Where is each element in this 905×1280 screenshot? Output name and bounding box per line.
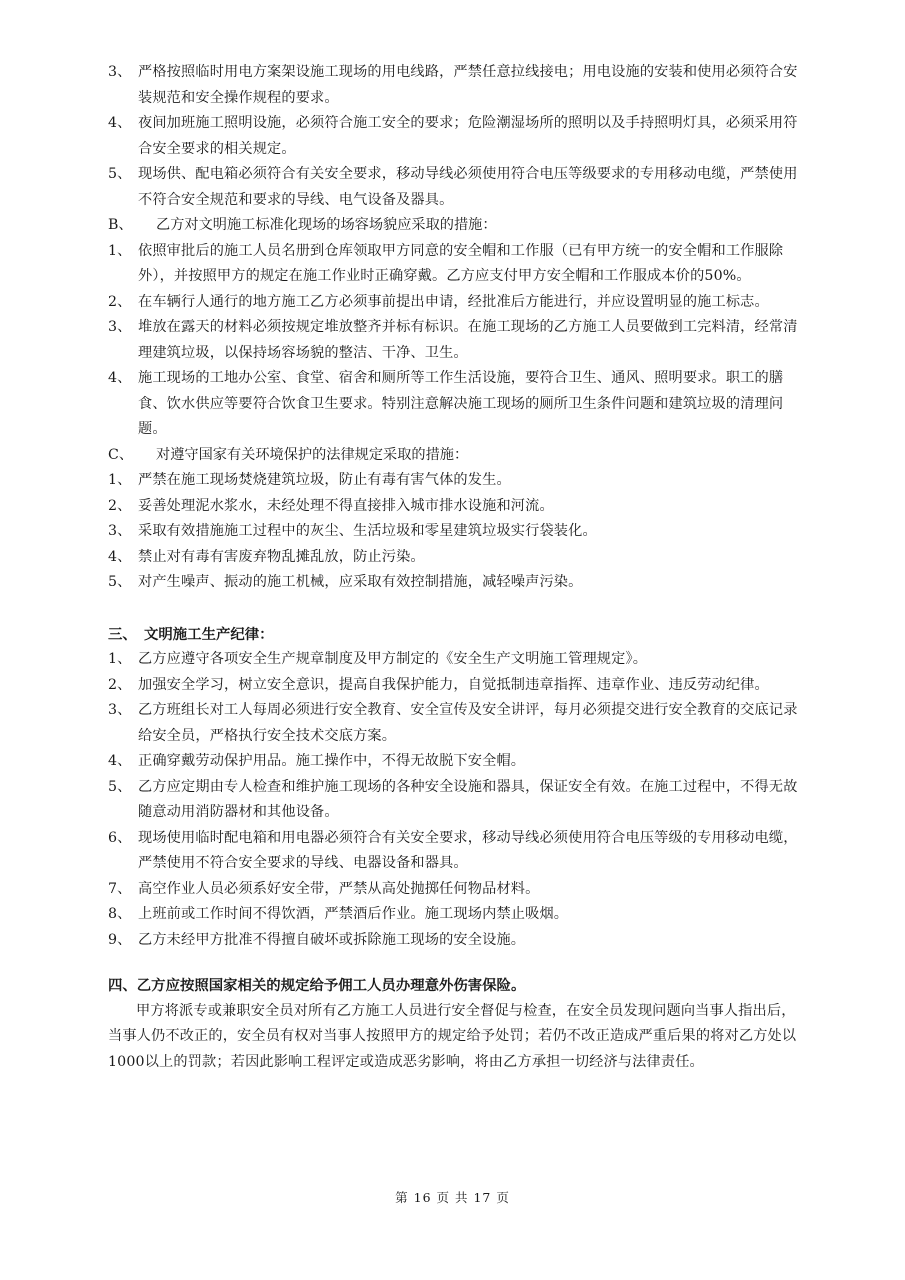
list-item-text: 妥善处理泥水浆水，未经处理不得直接排入城市排水设施和河流。 [138,497,554,514]
list-item [108,749,808,775]
list-item-number: 5、 [108,166,132,182]
list-item [108,494,808,520]
list-item [108,902,808,928]
list-item-text: 在车辆行人通行的地方施工乙方必须事前提出申请，经批准后方能进行，并应设置明显的施工标志。 [138,293,769,310]
list-item-text: 乙方应定期由专人检查和维护施工现场的各种安全设施和器具，保证安全有效。在施工过程中，不得无故随意动用消防器材和其他设备。 [138,778,798,820]
list-item-number: 6、 [108,829,132,846]
list-item [108,928,808,954]
list-item-text: 现场供、配电箱必须符合有关安全要求，移动导线必须使用符合电压等级要求的专用移动电缆，严禁使用不符合安全规范和要求的导线、电气设备及器具。 [138,166,798,208]
document-body [108,60,808,1075]
list-item-number: 7、 [108,880,132,897]
list-item-text: 乙方未经甲方批准不得擅自破坏或拆除施工现场的安全设施。 [138,931,526,948]
list-item-text: 现场使用临时配电箱和用电器必须符合有关安全要求，移动导线必须使用符合电压等级的专用移动电缆，严禁使用不符合安全要求的导线、电器设备和器具。 [138,829,798,871]
list-item-text: 施工现场的工地办公室、食堂、宿舍和厕所等工作生活设施，要符合卫生、通风、照明要求。职工的膳食、饮水供应等要符合饮食卫生要求。特别注意解决施工现场的厕所卫生条件问题和建筑垃圾的清理问题。 [138,370,784,437]
list-item-number: 1、 [108,242,132,259]
list-item-number: 8、 [108,906,132,922]
list-item [108,290,808,316]
list-item-number: 4、 [108,753,132,769]
list-item-text: 堆放在露天的材料必须按规定堆放整齐并标有标识。在施工现场的乙方施工人员要做到工完料清，经常清理建筑垃圾，以保持场容场貌的整洁、干净、卫生。 [138,319,798,361]
page-footer: 第 16 页 共 17 页 [395,1190,510,1205]
section-3-title: 文明施工生产纪律： [144,625,274,643]
list-item-number: 3、 [108,702,132,718]
list-item-number: 5、 [108,574,132,590]
section-3-heading [108,622,808,648]
section-b-title: 乙方对文明施工标准化现场的场容场貌应采取的措施： [156,217,497,233]
spacer [108,596,808,622]
list-item-text: 上班前或工作时间不得饮酒，严禁酒后作业。施工现场内禁止吸烟。 [138,906,569,922]
list-item-text: 正确穿戴劳动保护用品。施工操作中，不得无故脱下安全帽。 [138,753,526,769]
list-item-number: 1、 [108,472,132,488]
list-item [108,570,808,596]
list-item-text: 夜间加班施工照明设施，必须符合施工安全的要求；危险潮湿场所的照明以及手持照明灯具，必须采用符合安全要求的相关规定。 [138,115,798,157]
list-item-number: 3、 [108,319,132,335]
list-item [108,647,808,673]
section-c-heading [108,443,808,469]
list-item-text: 高空作业人员必须系好安全带，严禁从高处抛掷任何物品材料。 [138,880,540,897]
spacer [108,953,808,973]
list-item-number: 3、 [108,64,132,80]
list-item-number: 4、 [108,548,132,565]
section-4-paragraph: 甲方将派专或兼职安全员对所有乙方施工人员进行安全督促与检查，在安全员发现问题向当事人指出后，当事人仍不改正的，安全员有权对当事人按照甲方的规定给予处罚；若仍不改正造成严重后果的将对乙方处以1000以上的罚款；若因此影响工程评定或造成恶劣影响，将由乙方承担一切经济与法律责任。 [108,1002,797,1070]
list-item [108,775,808,826]
list-item [108,60,808,111]
list-item-text: 乙方班组长对工人每周必须进行安全教育、安全宣传及安全讲评，每月必须提交进行安全教育的交底记录给安全员，严格执行安全技术交底方案。 [138,702,798,744]
section-c-list [108,468,808,596]
list-item [108,545,808,571]
list-item-text: 乙方应遵守各项安全生产规章制度及甲方制定的《安全生产文明施工管理规定》。 [138,651,648,667]
section-b-number: B、 [108,217,133,233]
list-item-number: 3、 [108,523,132,539]
section-4-heading: 四、乙方应按照国家相关的规定给予佣工人员办理意外伤害保险。 [108,977,526,994]
section-a-list [108,60,808,213]
section-b-list [108,239,808,443]
section-c-number: C、 [108,446,134,463]
list-item-number: 1、 [108,651,132,667]
list-item [108,315,808,366]
list-item [108,877,808,903]
list-item-text: 加强安全学习，树立安全意识，提高自我保护能力，自觉抵制违章指挥、违章作业、违反劳动纪律。 [138,676,769,693]
list-item [108,468,808,494]
list-item-number: 2、 [108,676,132,693]
section-3-list [108,647,808,953]
list-item-number: 9、 [108,931,132,948]
list-item [108,519,808,545]
list-item-text: 采取有效措施施工过程中的灰尘、生活垃圾和零星建筑垃圾实行袋装化。 [138,523,597,539]
list-item [108,698,808,749]
list-item-text: 严禁在施工现场焚烧建筑垃圾，防止有毒有害气体的发生。 [138,472,511,488]
list-item-text: 依照审批后的施工人员名册到仓库领取甲方同意的安全帽和工作服（已有甲方统一的安全帽和工作服除外），并按照甲方的规定在施工作业时正确穿戴。乙方应支付甲方安全帽和工作服成本价的50%。 [138,242,784,284]
list-item [108,111,808,162]
section-c-title: 对遵守国家有关环境保护的法律规定采取的措施： [156,446,469,463]
list-item [108,826,808,877]
list-item [108,673,808,699]
list-item [108,162,808,213]
list-item-number: 4、 [108,370,132,386]
section-b-heading [108,213,808,239]
list-item-number: 5、 [108,778,132,795]
list-item-number: 2、 [108,293,132,310]
list-item-number: 2、 [108,497,132,514]
section-3-number: 三、 [108,625,137,643]
list-item-text: 对产生噪声、振动的施工机械，应采取有效控制措施，减轻噪声污染。 [138,574,583,590]
list-item-number: 4、 [108,115,132,131]
list-item [108,239,808,290]
list-item [108,366,808,443]
list-item-text: 严格按照临时用电方案架设施工现场的用电线路，严禁任意拉线接电；用电设施的安装和使用必须符合安装规范和安全操作规程的要求。 [138,64,798,106]
list-item-text: 禁止对有毒有害废弃物乱摊乱放，防止污染。 [138,548,425,565]
